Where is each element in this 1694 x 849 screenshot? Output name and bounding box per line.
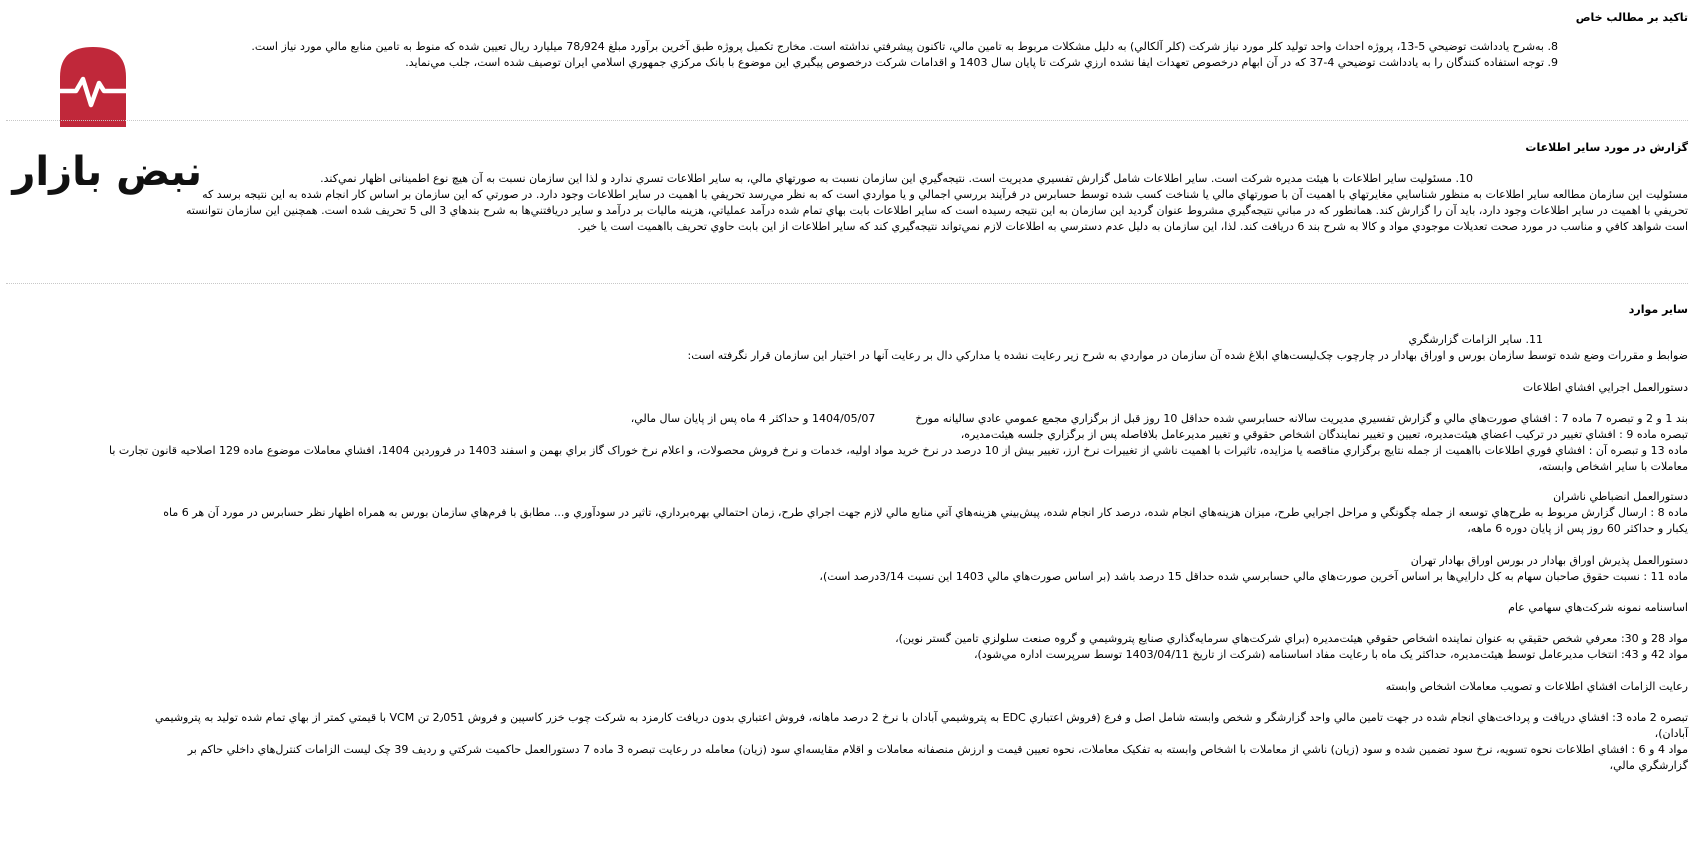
disciplinary-item-1: ماده 8 : ارسال گزارش مربوط به طرح‌هاي توسعه از جمله چگونگي و مراحل اجرايي طرح، ميزان هزينه‌هاي انجام شده، درصد كار انجام شده، پيش‌بيني هزينه‌هاي آتي منابع مالي لازم جهت اجراي طرح، زمان احتمالي بهره‌برداري، تاثير در سودآوري و... مطابق با فرم‌هاي سازمان بورس به همراه اظهار نظر حسابرس در مورد آن هر 6 ماه bbox=[163, 506, 1688, 519]
exec-item-2: تبصره ماده 9 : افشاي تغيير در تركيب اعضاي هيئت‌مديره، تعيين و تغيير نمايندگان اشخاص حقوقي و تغيير مديرعامل بلافاصله پس از برگزاري جلسه هيئت‌مديره، bbox=[960, 428, 1688, 441]
paragraph-11-heading: 11. ساير الزامات گزارشگري bbox=[1408, 333, 1543, 346]
related-item-1-cont: آبادان)، bbox=[1654, 727, 1688, 740]
charter-block bbox=[48, 600, 1688, 616]
paragraph-10-line-4: است شواهد کافي و مناسب در مورد صحت تعديلات موجودي مواد و كالا به شرح بند 6 دريافت كند. لذا، اين سازمان به دليل عدم دسترسي به اطلاعات لازم نمي‌تواند نتيجه‌گيري كند كه ساير اطلاعات از اين بابت حاوي تحريف بااهميت است يا خير. bbox=[577, 220, 1688, 233]
other-matters-title: ساير موارد bbox=[1628, 303, 1688, 316]
related-item-2: مواد 4 و 6 : افشاي اطلاعات نحوه تسويه، نرخ سود تضمين شده و سود (زيان) ناشي از معاملات با اشخاص وابسته به تفكيک معاملات، نحوه تعيين قيمت و ارزش منصفانه معاملات و اقلام مقايسه‌اي سود (زيان) معامله در رعايت تبصره 3 ماده 7 دستورالعمل حاكميت شركتي و رديف 39 چک ليست الزامات كنترل‌هاي داخلي حاكم بر bbox=[187, 743, 1688, 756]
paragraph-10: 10. مسئوليت ساير اطلاعات با هيئت مديره شركت است. ساير اطلاعات شامل گزارش تفسيري مديريت است. نتيجه‌گيري اين سازمان نسبت به صورتهاي مالي، به ساير اطلاعات تسري ندارد و لذا اين سازمان نسبت به آن هيچ نوع اطمينانی اظهار نمي‌كند. bbox=[320, 172, 1473, 185]
disciplinary-title: دستورالعمل انضباطي ناشران bbox=[1553, 490, 1688, 503]
charter-item-1: مواد 28 و 30: معرفي شخص حقيقي به عنوان نماينده اشخاص حقوقي هيئت‌مديره (براي شركت‌هاي سرمايه‌گذاري صنايع پتروشيمي و گروه صنعت سلولزي تامين گستر نوين)، bbox=[895, 632, 1688, 645]
disciplinary-item-1-cont: يكبار و حداكثر 60 روز پس از پايان دوره 6 ماهه، bbox=[1467, 522, 1688, 535]
acceptance-title: دستورالعمل پذيرش اوراق بهادار در بورس اوراق بهادار تهران bbox=[1410, 554, 1688, 567]
paragraph-10-line-3: تحريفي با اهميت در ساير اطلاعات وجود دارد، بايد آن را گزارش كند. همانطور كه در مباني نتيجه‌گيري مشروط عنوان گرديد اين سازمان به اين نتيجه رسيده است كه ساير اطلاعات بابت بهاي تمام شده درآمد عملياتي، هزينه ماليات بر درآمد و ساير دريافتني‌ها به شرح بندهاي 3 الی 5 تحريف شده است. همچنين اين سازمان نتوانسته bbox=[185, 204, 1688, 217]
exec-item-1 bbox=[48, 411, 1688, 427]
exec-disclosure-block bbox=[48, 380, 1688, 396]
other-info-paragraph bbox=[48, 171, 1688, 235]
exec-disclosure-items bbox=[48, 411, 1688, 475]
divider bbox=[6, 120, 1688, 121]
paragraph-8: 8. به‌شرح يادداشت توضيحي 5-13، پروژه احداث واحد توليد كلر مورد نياز شركت (كلر آلكالي) به دليل مشكلات مربوط به تامين مالي، تاكنون پيشرفتي نداشته است. مخارج تكميل پروژه طبق آخرين برآورد مبلغ 78٫924 ميليارد ريال تعيين شده كه منوط به تامين منابع مالي مورد نياز است. bbox=[251, 40, 1558, 53]
exec-item-1-date: 1404/05/07 و حداكثر 4 ماه پس از پايان سال مالي، bbox=[630, 412, 876, 425]
charter-items bbox=[48, 631, 1688, 663]
related-party-title: رعايت الزامات افشاي اطلاعات و تصويب معاملات اشخاص وابسته bbox=[1385, 680, 1688, 693]
related-item-1: تبصره 2 ماده 3: افشاي دريافت و پرداخت‌هاي انجام شده در جهت تامين مالي واحد گزارشگر و شخص وابسته شامل اصل و فرع (فروش اعتباري EDC به پتروشيمي آبادان با نرخ 2 درصد ماهانه، فروش اعتباري بدون دريافت كارمزد به شركت چوب خزر كاسپين و فروش 2٫051 تن VCM با قيمتي كمتر از بهاي تمام شده توليد به پتروشيمي bbox=[154, 711, 1688, 724]
disciplinary-block bbox=[48, 489, 1688, 537]
logo-text: نبض بازار bbox=[12, 149, 202, 195]
paragraph-11-intro: ضوابط و مقررات وضع شده توسط سازمان بورس و اوراق بهادار در چارچوب چک‌ليست‌هاي ابلاغ شده آن سازمان در مواردي به شرح زير رعايت نشده يا مداركي دال بر رعايت آنها در اختيار اين سازمان قرار نگرفته است: bbox=[687, 349, 1688, 362]
exec-disclosure-title: دستورالعمل اجرايي افشاي اطلاعات bbox=[1522, 381, 1688, 394]
divider bbox=[6, 283, 1688, 284]
acceptance-item-1: ماده 11 : نسبت حقوق صاحبان سهام به كل دارايي‌ها بر اساس آخرين صورت‌هاي مالي حسابرسي شده حداقل 15 درصد باشد (بر اساس صورت‌هاي مالي 1403 اين نسبت 3/14درصد است)، bbox=[819, 570, 1688, 583]
paragraph-10-line-2: مسئوليت اين سازمان مطالعه ساير اطلاعات به منظور شناسايي مغايرتهاي با اهميت آن با صورتهاي مالي يا شناخت كسب شده توسط حسابرس در فرآيند بررسي اجمالي و يا مواردي است كه به نظر مي‌رسد تحريفي با اهميت در ساير اطلاعات وجود دارد. در صورتي كه اين سازمان بر اساس كار انجام شده به اين نتيجه برسد كه bbox=[202, 188, 1688, 201]
emphasis-title: تاكيد بر مطالب خاص bbox=[1575, 11, 1688, 24]
emphasis-paragraphs bbox=[48, 39, 1688, 71]
related-party-block bbox=[48, 679, 1688, 695]
charter-title: اساسنامه نمونه شركت‌هاي سهامي عام bbox=[1508, 601, 1688, 614]
related-party-items bbox=[48, 710, 1688, 774]
paragraph-11 bbox=[48, 332, 1688, 364]
charter-item-2: مواد 42 و 43: انتخاب مديرعامل توسط هيئت‌مديره، حداكثر يک ماه با رعايت مفاد اساسنامه (شركت از تاريخ 1403/04/11 توسط سرپرست اداره مي‌شود)، bbox=[973, 648, 1688, 661]
related-item-2-cont: گزارشگري مالي، bbox=[1609, 759, 1688, 772]
other-info-title: گزارش در مورد ساير اطلاعات bbox=[1525, 141, 1688, 154]
exec-item-1-text: بند 1 و 2 و تبصره 7 ماده 7 : افشاي صورت‌هاي مالي و گزارش تفسيري مديريت سالانه حسابرسي شده حداقل 10 روز قبل از برگزاري مجمع عمومي عادي ساليانه مورخ bbox=[915, 412, 1688, 425]
paragraph-9: 9. توجه استفاده كنندگان را به يادداشت توضيحي 4-37 كه در آن ابهام درخصوص تعهدات ايفا نشده ارزي شركت تا پايان سال 1403 و اقدامات شركت درخصوص پيگيري اين موضوع با بانک مرکزي جمهوري اسلامي ايران توصيف شده است، جلب مي‌نمايد. bbox=[405, 56, 1558, 69]
exec-item-3-cont: معاملات با ساير اشخاص وابسته، bbox=[1538, 460, 1688, 473]
exec-item-3: ماده 13 و تبصره آن : افشاي فوري اطلاعات بااهميت از جمله نتايج برگزاري مناقصه يا مزايده، تاثيرات با اهميت ناشي از تغييرات نرخ ارز، تغيير بيش از 10 درصد در نرخ خريد مواد اوليه، خدمات و نرخ فروش محصولات، و اعلام نرخ خوراک گاز براي بهمن و اسفند 1403 در فروردين 1404، افشاي معاملات موضوع ماده 129 اصلاحيه قانون تجارت با bbox=[109, 444, 1688, 457]
acceptance-block bbox=[48, 553, 1688, 585]
